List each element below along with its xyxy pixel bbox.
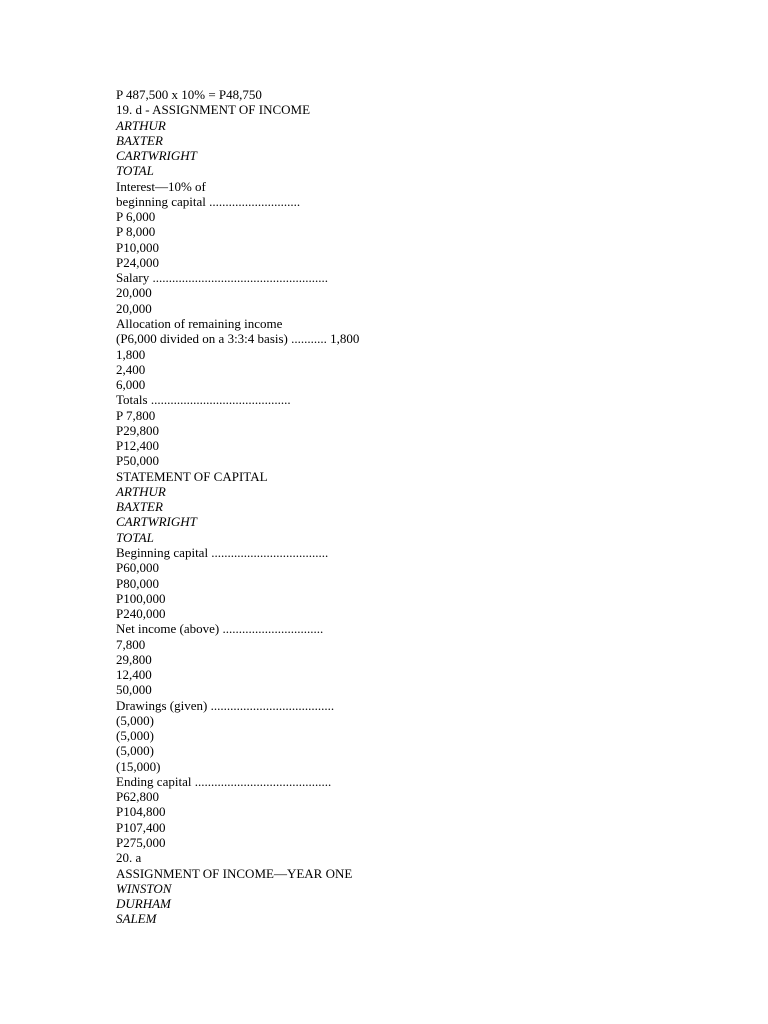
text-line: P 7,800 xyxy=(116,407,156,423)
text-line: 50,000 xyxy=(116,682,152,698)
text-line: (P6,000 divided on a 3:3:4 basis) ........... 1,800 xyxy=(116,331,360,347)
column-heading: BAXTER xyxy=(116,132,163,148)
text-line: P62,800 xyxy=(116,789,159,805)
text-line: Beginning capital .................................... xyxy=(116,544,329,560)
document-body xyxy=(116,87,736,927)
text-line: P104,800 xyxy=(116,804,166,820)
column-heading: WINSTON xyxy=(116,880,172,896)
text-line: P12,400 xyxy=(116,438,159,454)
text-line: STATEMENT OF CAPITAL xyxy=(116,468,268,484)
text-line: P 8,000 xyxy=(116,224,156,240)
column-heading: CARTWRIGHT xyxy=(116,514,197,530)
text-line: beginning capital ............................ xyxy=(116,193,301,209)
text-line: 29,800 xyxy=(116,651,152,667)
column-heading: TOTAL xyxy=(116,529,154,545)
column-heading: DURHAM xyxy=(116,896,171,912)
text-line: (5,000) xyxy=(116,743,154,759)
text-line: P100,000 xyxy=(116,590,166,606)
column-heading: BAXTER xyxy=(116,499,163,515)
column-heading: TOTAL xyxy=(116,163,154,179)
text-line: Salary ...................................................... xyxy=(116,270,328,286)
text-line: P60,000 xyxy=(116,560,159,576)
text-line: Ending capital .......................................... xyxy=(116,773,332,789)
text-line: Drawings (given) ...................................... xyxy=(116,697,335,713)
column-heading: CARTWRIGHT xyxy=(116,148,197,164)
text-line: Interest—10% of xyxy=(116,178,206,194)
text-line: 12,400 xyxy=(116,667,152,683)
text-line: P275,000 xyxy=(116,835,166,851)
text-line: Totals ........................................... xyxy=(116,392,291,408)
text-line: 19. d - ASSIGNMENT OF INCOME xyxy=(116,102,311,118)
text-line: P 487,500 x 10% = P48,750 xyxy=(116,87,262,102)
text-line: Net income (above) ............................... xyxy=(116,621,324,637)
text-line: (5,000) xyxy=(116,728,154,744)
column-heading: SALEM xyxy=(116,911,157,927)
text-line: P29,800 xyxy=(116,422,159,438)
text-line: P24,000 xyxy=(116,254,159,270)
column-heading: ARTHUR xyxy=(116,117,166,133)
text-line: P107,400 xyxy=(116,819,166,835)
text-line: 20,000 xyxy=(116,300,152,316)
text-line: 2,400 xyxy=(116,361,146,377)
text-line: P 6,000 xyxy=(116,209,156,225)
text-line: (5,000) xyxy=(116,712,154,728)
text-line: P80,000 xyxy=(116,575,159,591)
text-line: 20,000 xyxy=(116,285,152,301)
column-heading: ARTHUR xyxy=(116,483,166,499)
text-line: P240,000 xyxy=(116,606,166,622)
text-line: 6,000 xyxy=(116,377,146,393)
text-line: Allocation of remaining income xyxy=(116,315,283,331)
text-line: (15,000) xyxy=(116,758,161,774)
text-line: 20. a xyxy=(116,850,142,866)
text-line: 1,800 xyxy=(116,346,146,362)
text-line: P10,000 xyxy=(116,239,159,255)
text-line: P50,000 xyxy=(116,453,159,469)
text-line: 7,800 xyxy=(116,636,146,652)
text-line: ASSIGNMENT OF INCOME—YEAR ONE xyxy=(116,865,353,881)
